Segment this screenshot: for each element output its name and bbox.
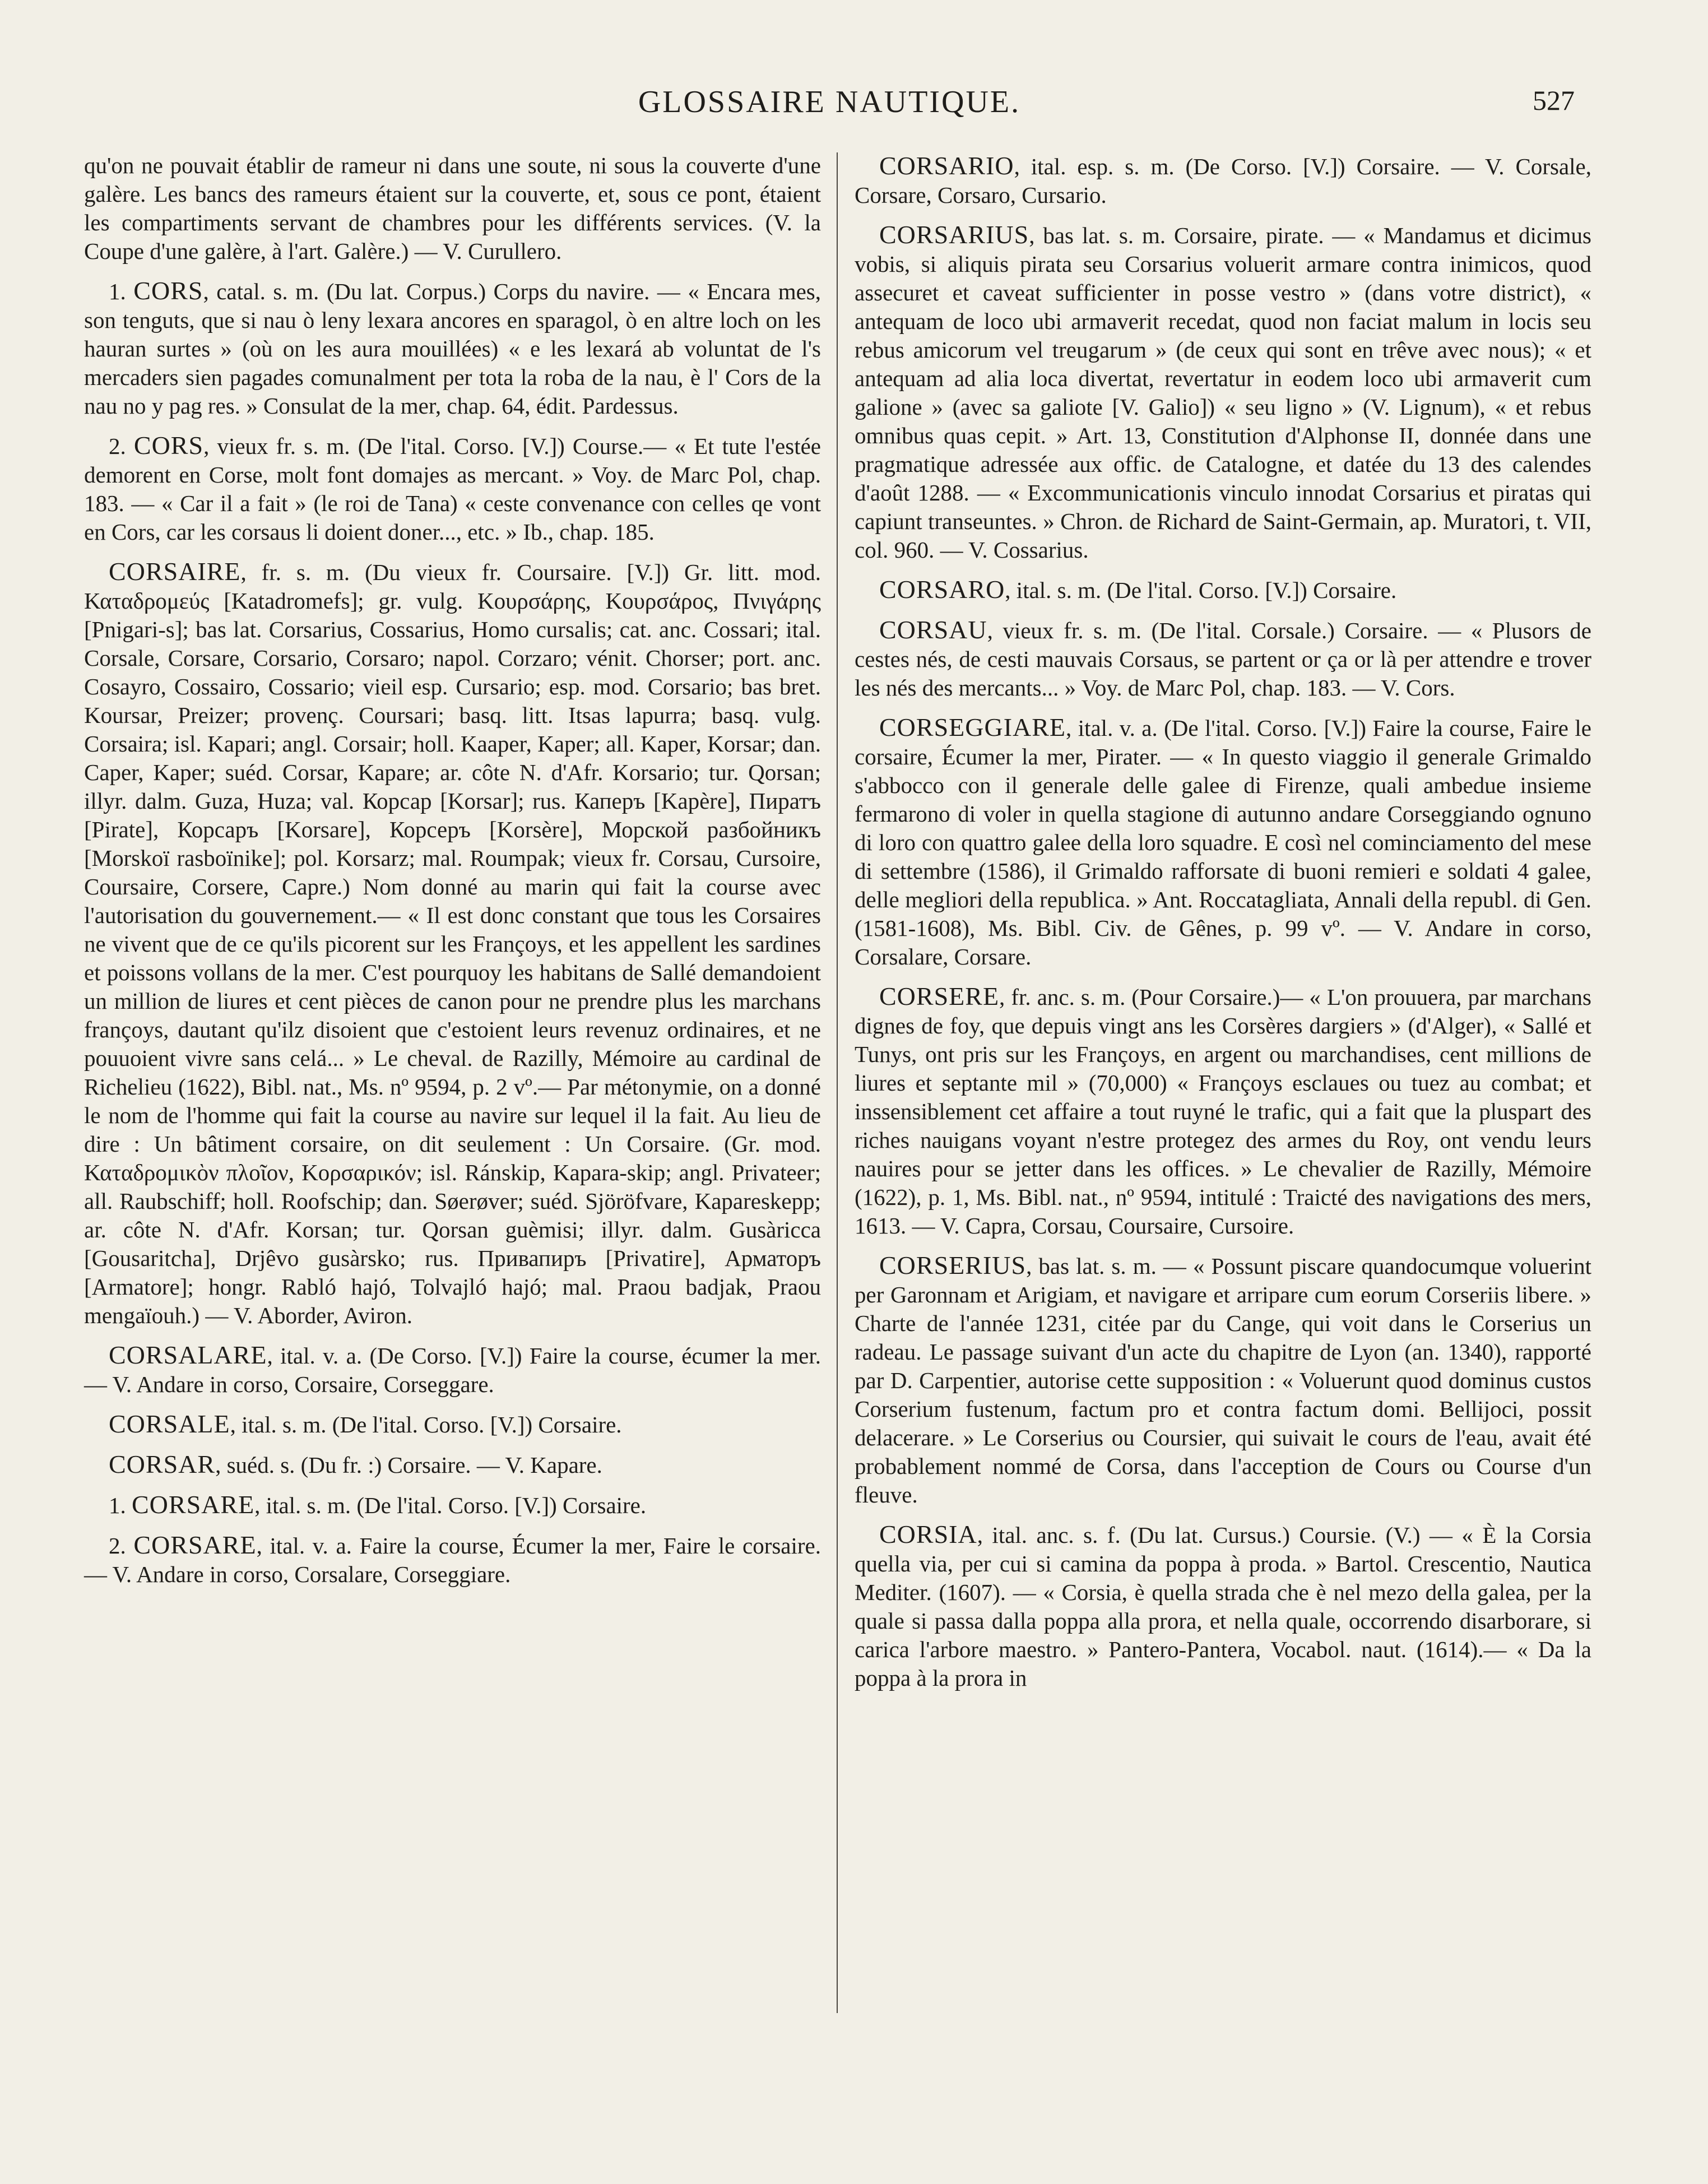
glossary-entry — [855, 1251, 1591, 1509]
page-number: 527 — [1533, 85, 1575, 116]
entry-body: , bas lat. s. m. Corsaire, pirate. — « Mandamus et dicimus vobis, si aliquis pirata seu Corsarius voluerit armare contra inimicos, quod assecuret et caveat sufficienter in posse vestro » (dans votre district), « antequam de loco ubi armaverit recedat, quod non faciat malum in locis seu rebus amicorum vel treugarum » (de ceux qui sont en trêve avec nous); « et antequam ad alia loca divertat, revertatur in eodem loco ubi armaverit cum galione » (avec sa galiote [V. Galio]) « seu ligno » (V. Lignum), « et rebus omnibus quas cepit. » Art. 13, Constitution d'Alphonse II, donnée dans une pragmatique adressée aux offic. de Catalogne, et datée du 13 des calendes d'août 1288. — « Excommunicationis vinculo innodat Corsarius et piratas qui capiunt transeuntes. » Chron. de Richard de Saint-Germain, ap. Muratori, t. VII, col. 960. — V. Cossarius. — [855, 222, 1591, 563]
entry-headword: CORSARO — [879, 575, 1005, 604]
entry-number: 2. — [109, 433, 126, 459]
entry-headword: CORSAR — [109, 1450, 216, 1478]
right-column — [855, 151, 1591, 1703]
glossary-entry — [84, 1341, 821, 1399]
glossary-entry — [84, 276, 821, 420]
entry-body: , ital. v. a. Faire la course, Écumer la mer, Faire le corsaire. — V. Andare in corso, Corsalare, Corseggiare. — [84, 1533, 821, 1587]
entry-body: qu'on ne pouvait établir de rameur ni dans une soute, ni sous la couverte d'une galère. Les bancs des rameurs étaient sur la couverte, et, sous ce pont, étaient les compartiments servant de chambres pour les différents services. (V. la Coupe d'une galère, à l'art. Galère.) — V. Curullero. — [84, 152, 821, 264]
entry-headword: CORSERIUS — [879, 1251, 1027, 1279]
entry-headword: CORSALE — [109, 1409, 230, 1438]
entry-body: , vieux fr. s. m. (De l'ital. Corsale.) Corsaire. — « Plusors de cestes nés, de cesti mauvais Corsaus, se partent or ça or là per attendre e trover les nés des mercants... » Voy. de Marc Pol, chap. 183. — V. Cors. — [855, 618, 1591, 701]
entry-body: , ital. esp. s. m. (De Corso. [V.]) Corsaire. — V. Corsale, Corsare, Corsaro, Cursario. — [855, 154, 1591, 208]
entry-body: , bas lat. s. m. — « Possunt piscare quandocumque voluerint per Garonnam et Arigiam, et navigare et arripare cum eorum Corseriis libere. » Charte de l'année 1231, citée par du Cange, qui voit dans le Corserius un radeau. Le passage suivant d'un acte du chapitre de Lyon (an. 1340), rapporté par D. Carpentier, autorise cette supposition : « Voluerunt quod dominus custos Corserium fustenum, factum pro et contra factum domi. Bellijoci, possit delacerare. » Le Corserius ou Coursier, qui suivait le cours de l'eau, avait été probablement nommé de Corsa, dans l'acception de Cours ou Course d'un fleuve. — [855, 1253, 1591, 1508]
entry-body: , suéd. s. (Du fr. :) Corsaire. — V. Kapare. — [215, 1452, 602, 1478]
entry-headword: CORSALARE — [109, 1341, 267, 1369]
entry-body: , ital. s. m. (De l'ital. Corso. [V.]) Corsaire. — [1005, 577, 1397, 603]
entry-body: , vieux fr. s. m. (De l'ital. Corso. [V.]) Course.— « Et tute l'estée demorent en Corse, molt font domajes as mercant. » Voy. de Marc Pol, chap. 183. — « Car il a fait » (le roi de Tana) « ceste convenance con celles qe vont en Cors, car les corsaus li doient doner..., etc. » Ib., chap. 185. — [84, 433, 821, 545]
glossary-entry — [84, 1531, 821, 1589]
glossary-entry — [84, 431, 821, 546]
glossary-entry — [855, 1520, 1591, 1693]
column-divider — [837, 152, 838, 2013]
entry-number: 2. — [109, 1533, 126, 1559]
entry-number: 1. — [109, 1492, 126, 1518]
glossary-entry — [855, 151, 1591, 210]
glossary-entry — [84, 557, 821, 1330]
entry-body: , ital. v. a. (De Corso. [V.]) Faire la course, écumer la mer. — V. Andare in corso, Corsaire, Corseggare. — [84, 1343, 821, 1397]
entry-body: , ital. v. a. (De l'ital. Corso. [V.]) Faire la course, Faire le corsaire, Écumer la mer, Pirater. — « In questo viaggio il generale Grimaldo s'abbocco con il generale delle galee di Firenze, quali ambedue insieme fermarono di voler in quella stagione di autunno andare Corseggiando ognuno di loro con quattro galee della loro squadre. E così nel cominciamento del mese di settembre (1586), il Grimaldo rafforsate di buoni remieri e soldati 4 galee, delle megliori della republica. » Ant. Roccatagliata, Annali della republ. di Gen. (1581-1608), Ms. Bibl. Civ. de Gênes, p. 99 vº. — V. Andare in corso, Corsalare, Corsare. — [855, 715, 1591, 970]
glossary-entry — [855, 575, 1591, 605]
entry-number: 1. — [109, 279, 126, 304]
entry-body: , ital. s. m. (De l'ital. Corso. [V.]) Corsaire. — [230, 1412, 622, 1438]
glossary-entry — [855, 982, 1591, 1240]
glossary-entry — [855, 615, 1591, 702]
entry-body: , fr. anc. s. m. (Pour Corsaire.)— « L'on prouuera, par marchans dignes de foy, que depuis vingt ans les Corsères dargiers » (d'Alger), « Sallé et Tunys, ont pris sur les Françoys, en argent ou marchandises, cent millions de liures et septante mil » (70,000) « Françoys esclaues ou tuez au combat; et inssensiblement cet affaire a tout ruyné le trafic, qui a fait que la pluspart des riches nauigans voyant n'estre protegez des armes du Roy, ont vendu leurs nauires pour se jetter dans les offices. » Le chevalier de Razilly, Mémoire (1622), p. 1, Ms. Bibl. nat., nº 9594, intitulé : Traicté des navigations des mers, 1613. — V. Capra, Corsau, Coursaire, Cursoire. — [855, 984, 1591, 1239]
entry-body: , ital. s. m. (De l'ital. Corso. [V.]) Corsaire. — [254, 1492, 647, 1518]
entry-headword: CORSARIUS — [879, 220, 1029, 249]
entry-body: , ital. anc. s. f. (Du lat. Cursus.) Coursie. (V.) — « È la Corsia quella via, per cui si camina da poppa à proda. » Bartol. Crescentio, Nautica Mediter. (1607). — « Corsia, è quella strada che è nel mezo della galea, per la quale si passa dalla poppa alla prora, et nella quale, occorrendo disarborare, si carica l'arbore maestro. » Pantero-Pantera, Vocabol. naut. (1614).— « Da la poppa à la prora in — [855, 1522, 1591, 1691]
entry-headword: CORS — [133, 276, 203, 305]
glossary-entry — [855, 713, 1591, 971]
left-column — [84, 151, 821, 1599]
running-head — [84, 84, 1575, 129]
glossary-entry — [84, 1450, 821, 1480]
entry-body: , catal. s. m. (Du lat. Corpus.) Corps du navire. — « Encara mes, son tenguts, que si nau ò leny lexara ancores en sparagol, ò en altre loch on les hauran surtes » (où on les aura mouillées) « e les lexará ab voluntat de l's mercaders sien pagades comunalment per tota la roba de la nau, è l' Cors de la nau no y pag res. » Consulat de la mer, chap. 64, édit. Pardessus. — [84, 279, 821, 419]
glossary-entry — [855, 220, 1591, 564]
entry-headword: CORSARE — [132, 1490, 255, 1519]
entry-headword: CORSARIO — [879, 151, 1014, 180]
glossary-entry — [84, 151, 821, 266]
glossary-entry — [84, 1409, 821, 1439]
entry-headword: CORSERE — [879, 982, 1000, 1010]
entry-headword: CORSAIRE — [109, 557, 241, 586]
entry-body: , fr. s. m. (Du vieux fr. Coursaire. [V.]) Gr. litt. mod. Καταδρομεύς [Katadromefs]; gr. vulg. Κουρσάρης, Κουρσάρος, Πνιγάρης [Pnigari-s]; bas lat. Corsarius, Cossarius, Homo cursalis; cat. anc. Cossari; ital. Corsale, Corsare, Corsario, Corsaro; napol. Corzaro; vénit. Chorser; port. anc. Cosayro, Cossairo, Cossario; vieil esp. Cursario; esp. mod. Corsario; bas bret. Koursar, Preizer; provenç. Coursari; basq. litt. Itsas lapurra; basq. vulg. Corsaira; isl. Kapari; angl. Corsair; holl. Kaaper, Kaper; all. Kaper, Korsar; dan. Caper, Kaper; suéd. Corsar, Kapare; ar. côte N. d'Afr. Korsario; tur. Qorsan; illyr. dalm. Guza, Huza; val. Корсар [Korsar]; rus. Каперъ [Kapère], Пиратъ [Pirate], Корсаръ [Korsare], Корсеръ [Korsère], Морской разбойникъ [Morskoï rasboïnike]; pol. Korsarz; mal. Roumpak; vieux fr. Corsau, Cursoire, Coursaire, Corsere, Capre.) Nom donné au marin qui fait la course avec l'autorisation du gouvernement.— « Il est donc constant que tous les Corsaires ne vivent que de ce qu'ils picorent sur les Françoys, et les appellent les sardines et poissons vollans de la mer. C'est pourquoy les habitans de Sallé demandoient un million de liures et cent pièces de canon pour ne prendre plus les marchans françoys, dautant qu'ilz disoient que c'estoient leurs revenuz ordinaires, et ne pouuoient vivre sans celá... » Le cheval. de Razilly, Mémoire au cardinal de Richelieu (1622), Bibl. nat., Ms. nº 9594, p. 2 vº.— Par métonymie, on a donné le nom de l'homme qui fait la course au navire sur lequel il la fait. Au lieu de dire : Un bâtiment corsaire, on dit seulement : Un Corsaire. (Gr. mod. Καταδρομικὸν πλοῖον, Κορσαρικόν; isl. Ránskip, Kapara-skip; angl. Privateer; all. Raubschiff; holl. Roofschip; dan. Søerøver; suéd. Sjöröfvare, Kapareskepp; ar. côte N. d'Afr. Korsan; tur. Qorsan guèmisi; illyr. dalm. Gusàricca [Gousaritcha], Drjêvo gusàrsko; rus. Привапиръ [Privatire], Арматоръ [Armatore]; hongr. Rabló hajó, Tolvajló hajó; mal. Praou badjak, Praou mengaïouh.) — V. Aborder, Aviron. — [84, 559, 821, 1328]
glossary-entry — [84, 1490, 821, 1520]
running-title: GLOSSAIRE NAUTIQUE. — [638, 85, 1021, 119]
entry-headword: CORSEGGIARE — [879, 713, 1066, 741]
entry-headword: CORS — [133, 431, 204, 460]
entry-headword: CORSIA — [879, 1520, 977, 1548]
entry-headword: CORSARE — [133, 1531, 257, 1559]
entry-headword: CORSAU — [879, 615, 987, 644]
